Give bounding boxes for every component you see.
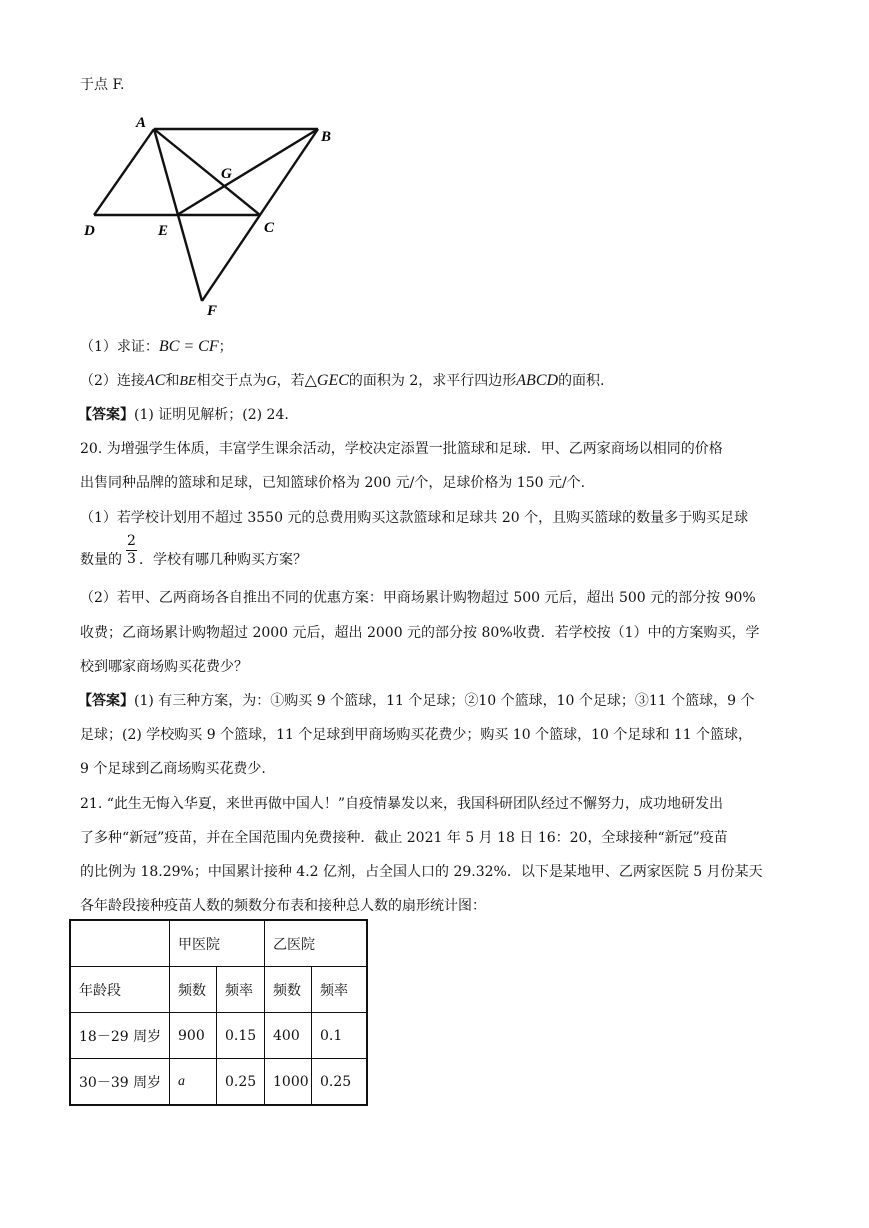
q20-line2: 出售同种品牌的篮球和足球，已知篮球价格为 200 元/个，足球价格为 150 元/个. bbox=[80, 475, 586, 491]
table-cell-b-rate: 0.1 bbox=[312, 1013, 368, 1059]
table-row bbox=[70, 1013, 367, 1059]
table-subheader-row bbox=[70, 967, 367, 1013]
q19-answer: 【答案】(1) 证明见解析；(2) 24. bbox=[78, 407, 289, 423]
q20-part2-line3: 校到哪家商场购买花费少？ bbox=[80, 659, 248, 675]
segment-ac bbox=[154, 129, 260, 215]
intro-line: 于点 F. bbox=[80, 77, 125, 93]
q20-answer-line3: 9 个足球到乙商场购买花费少. bbox=[80, 761, 266, 777]
q20-part1-line2-pre: 数量的 bbox=[80, 552, 122, 568]
q20-part1-line1: （1）若学校计划用不超过 3550 元的总费用购买这款篮球和足球共 20 个，且购买篮球的数量多于购买足球 bbox=[80, 510, 749, 526]
label-f: F bbox=[207, 303, 218, 319]
label-a: A bbox=[136, 115, 147, 131]
label-g: G bbox=[221, 166, 232, 182]
fraction-two-thirds bbox=[126, 534, 137, 567]
q21-line3: 的比例为 18.29%；中国累计接种 4.2 亿剂，占全国人口的 29.32%．以下是某地甲、乙两家医院 5 月份某天 bbox=[80, 864, 763, 880]
table-cell-a-rate: 0.15 bbox=[217, 1013, 265, 1059]
table-header-b-rate: 频率 bbox=[312, 967, 368, 1013]
label-d: D bbox=[84, 223, 95, 239]
q20-answer-line1: 【答案】(1) 有三种方案，为：①购买 9 个篮球，11 个足球；②10 个篮球，10 个足球；③11 个篮球，9 个 bbox=[78, 693, 755, 709]
q19-part2: （2）连接AC和BE相交于点为G，若△GEC的面积为 2，求平行四边形ABCD的面积. bbox=[80, 372, 605, 389]
table-corner-cell bbox=[70, 920, 170, 967]
table-header-hospital-b: 乙医院 bbox=[265, 920, 368, 967]
table-row bbox=[70, 1059, 367, 1106]
q21-line4: 各年龄段接种疫苗人数的频数分布表和接种总人数的扇形统计图： bbox=[80, 898, 486, 914]
q20-answer-line2: 足球；(2) 学校购买 9 个篮球，11 个足球到甲商场购买花费少；购买 10 个篮球，10 个足球和 11 个篮球， bbox=[80, 727, 753, 743]
q19-part1: （1）求证：BC = CF； bbox=[80, 338, 233, 355]
q20-part2-line2: 收费；乙商场累计购物超过 2000 元后，超出 2000 元的部分按 80%收费．若学校按（1）中的方案购买，学 bbox=[80, 625, 760, 641]
q21-line2: 了多种“新冠”疫苗，并在全国范围内免费接种．截止 2021 年 5 月 18 日 16：20，全球接种“新冠”疫苗 bbox=[80, 830, 728, 846]
geometry-figure bbox=[70, 105, 350, 320]
table-cell-b-freq: 1000 bbox=[265, 1059, 312, 1106]
table-cell-age: 18－29 周岁 bbox=[70, 1013, 170, 1059]
segment-be bbox=[177, 129, 318, 215]
segment-ad bbox=[94, 129, 154, 215]
table-cell-a-freq: a bbox=[170, 1059, 217, 1106]
table-header-hospital-a: 甲医院 bbox=[170, 920, 265, 967]
label-c: C bbox=[264, 220, 275, 236]
table-header-b-freq: 频数 bbox=[265, 967, 312, 1013]
q20-part1-line2-post: ．学校有哪几种购买方案？ bbox=[139, 552, 307, 568]
fraction-numerator: 2 bbox=[127, 533, 136, 549]
table-cell-a-freq: 900 bbox=[170, 1013, 217, 1059]
q20-part2-line1: （2）若甲、乙两商场各自推出不同的优惠方案：甲商场累计购物超过 500 元后，超出 500 元的部分按 90% bbox=[80, 590, 756, 606]
q20-line1: 20. 为增强学生体质，丰富学生课余活动，学校决定添置一批篮球和足球．甲、乙两家商场以相同的价格 bbox=[80, 441, 723, 457]
table-cell-b-rate: 0.25 bbox=[312, 1059, 368, 1106]
q21-line1: 21. “此生无悔入华夏，来世再做中国人！”自疫情暴发以来，我国科研团队经过不懈努力，成功地研发出 bbox=[80, 796, 724, 812]
label-b: B bbox=[321, 129, 332, 145]
table-cell-age: 30－39 周岁 bbox=[70, 1059, 170, 1106]
frequency-table bbox=[69, 919, 368, 1106]
table-cell-a-rate: 0.25 bbox=[217, 1059, 265, 1106]
table-cell-b-freq: 400 bbox=[265, 1013, 312, 1059]
fraction-denominator: 3 bbox=[127, 551, 136, 567]
table-header-a-freq: 频数 bbox=[170, 967, 217, 1013]
table-header-row bbox=[70, 920, 367, 967]
table-header-age: 年龄段 bbox=[70, 967, 170, 1013]
table-header-a-rate: 频率 bbox=[217, 967, 265, 1013]
label-e: E bbox=[158, 223, 169, 239]
